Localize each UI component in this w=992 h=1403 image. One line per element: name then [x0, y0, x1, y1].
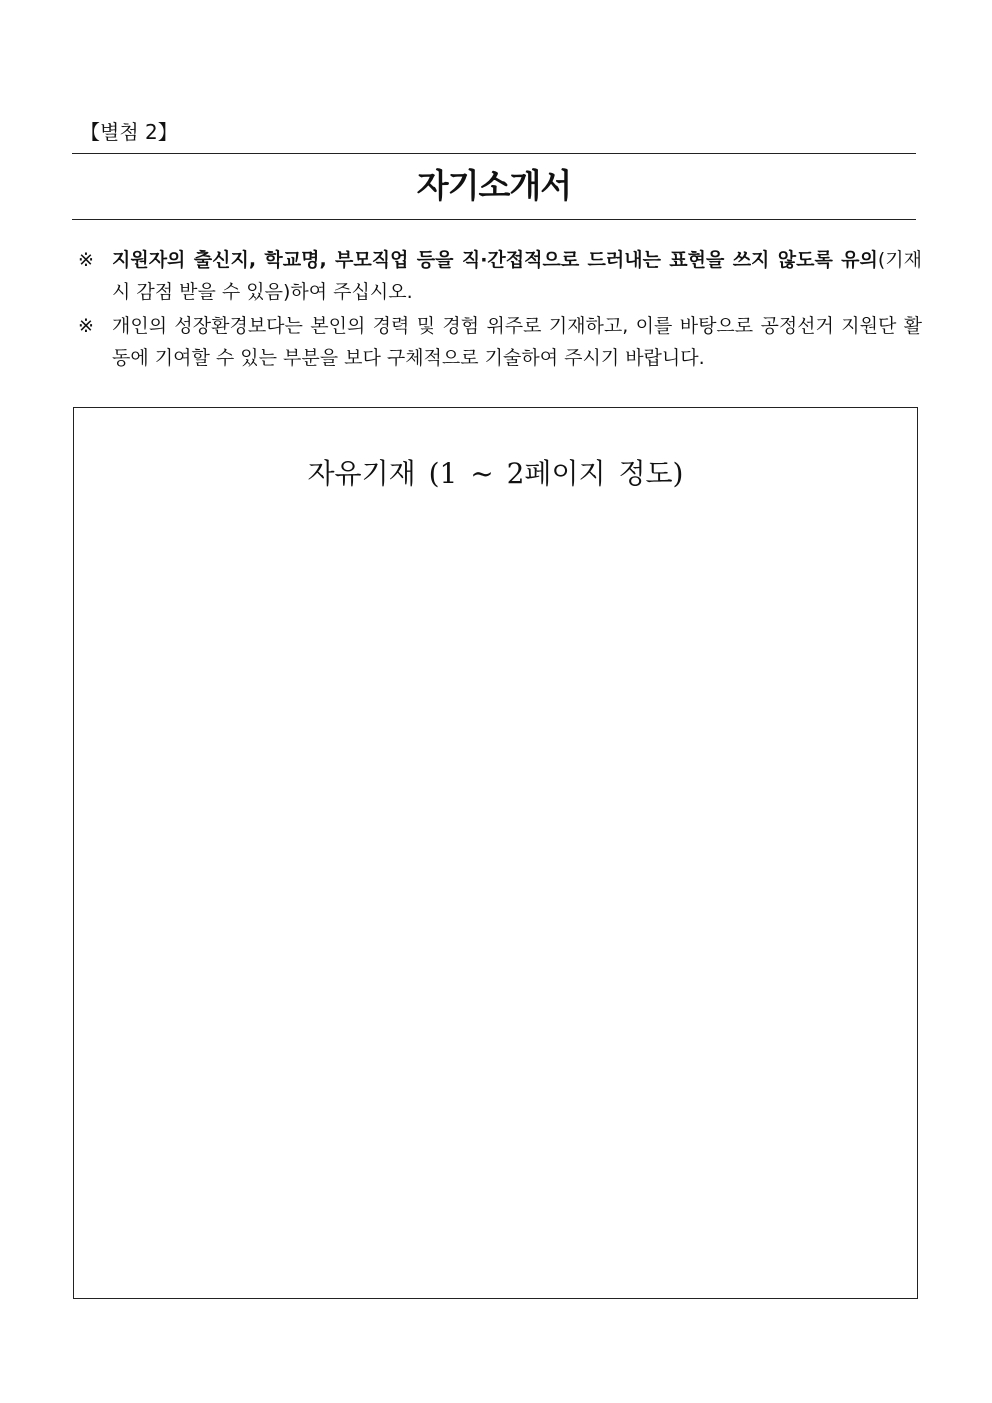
- free-writing-caption: 자유기재 (1 ~ 2페이지 정도): [307, 457, 684, 490]
- note-2-text: 개인의 성장환경보다는 본인의 경력 및 경험 위주로 기재하고, 이를 바탕으로 공정선거 지원단 활동에 기여할 수 있는 부분을 보다 구체적으로 기술하여 주시기 바랍니다.: [112, 315, 922, 369]
- instructions-notes: [78, 244, 922, 376]
- title-bottom-rule: [72, 219, 916, 220]
- page-title: 자기소개서: [416, 166, 572, 205]
- reference-mark-icon: ※: [78, 315, 94, 337]
- note-item-2: [78, 310, 922, 374]
- free-writing-box[interactable]: [73, 407, 918, 1299]
- note-1-text: (기재 시 감점 받을 수 있음)하여 주십시오.: [112, 249, 922, 303]
- attachment-label: 【별첨 2】: [80, 120, 178, 144]
- note-item-1: [78, 244, 922, 308]
- reference-mark-icon: ※: [78, 249, 94, 271]
- note-1-emphasis: 지원자의 출신지, 학교명, 부모직업 등을 직·간접적으로 드러내는 표현을 쓰지 않도록 유의: [112, 249, 878, 271]
- title-top-rule: [72, 153, 916, 154]
